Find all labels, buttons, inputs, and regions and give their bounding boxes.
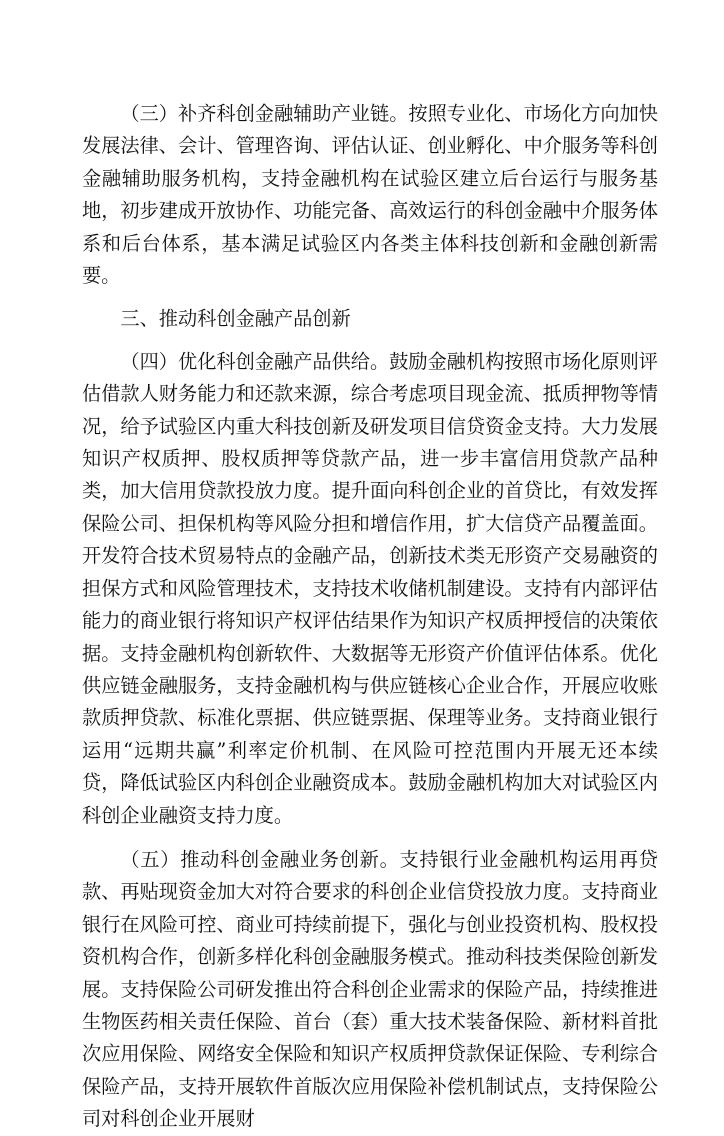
document-body (82, 98, 658, 1136)
paragraph-section-4: （四）优化科创金融产品供给。鼓励金融机构按照市场化原则评估借款人财务能力和还款来源，综合考虑项目现金流、抵质押物等情况，给予试验区内重大科技创新及研发项目信贷资金支持。大力发展知识产权质押、股权质押等贷款产品，进一步丰富信用贷款产品种类，加大信用贷款投放力度。提升面向科创企业的首贷比，有效发挥保险公司、担保机构等风险分担和增信作用，扩大信贷产品覆盖面。开发符合技术贸易特点的金融产品，创新技术类无形资产交易融资的担保方式和风险管理技术，支持技术收储机制建设。支持有内部评估能力的商业银行将知识产权评估结果作为知识产权质押授信的决策依据。支持金融机构创新软件、大数据等无形资产价值评估体系。优化供应链金融服务，支持金融机构与供应链核心企业合作，开展应收账款质押贷款、标准化票据、供应链票据、保理等业务。支持商业银行运用“远期共赢”利率定价机制、在风险可控范围内开展无还本续贷，降低试验区内科创企业融资成本。鼓励金融机构加大对试验区内科创企业融资支持力度。 (82, 349, 658, 827)
paragraph-section-3: （三）补齐科创金融辅助产业链。按照专业化、市场化方向加快发展法律、会计、管理咨询、评估认证、创业孵化、中介服务等科创金融辅助服务机构，支持金融机构在试验区建立后台运行与服务基地，初步建成开放协作、功能完备、高效运行的科创金融中介服务体系和后台体系，基本满足试验区内各类主体科技创新和金融创新需要。 (82, 102, 658, 288)
paragraph-section-5: （五）推动科创金融业务创新。支持银行业金融机构运用再贷款、再贴现资金加大对符合要求的科创企业信贷投放力度。支持商业银行在风险可控、商业可持续前提下，强化与创业投资机构、股权投资机构合作，创新多样化科创金融服务模式。推动科技类保险创新发展。支持保险公司研发推出符合科创企业需求的保险产品，持续推进生物医药相关责任保险、首台（套）重大技术装备保险、新材料首批次应用保险、网络安全保险和知识产权质押贷款保证保险、专利综合保险产品，支持开展软件首版次应用保险补偿机制试点，支持保险公司对科创企业开展财 (82, 847, 658, 1131)
section-heading: 三、推动科创金融产品创新 (120, 307, 351, 331)
